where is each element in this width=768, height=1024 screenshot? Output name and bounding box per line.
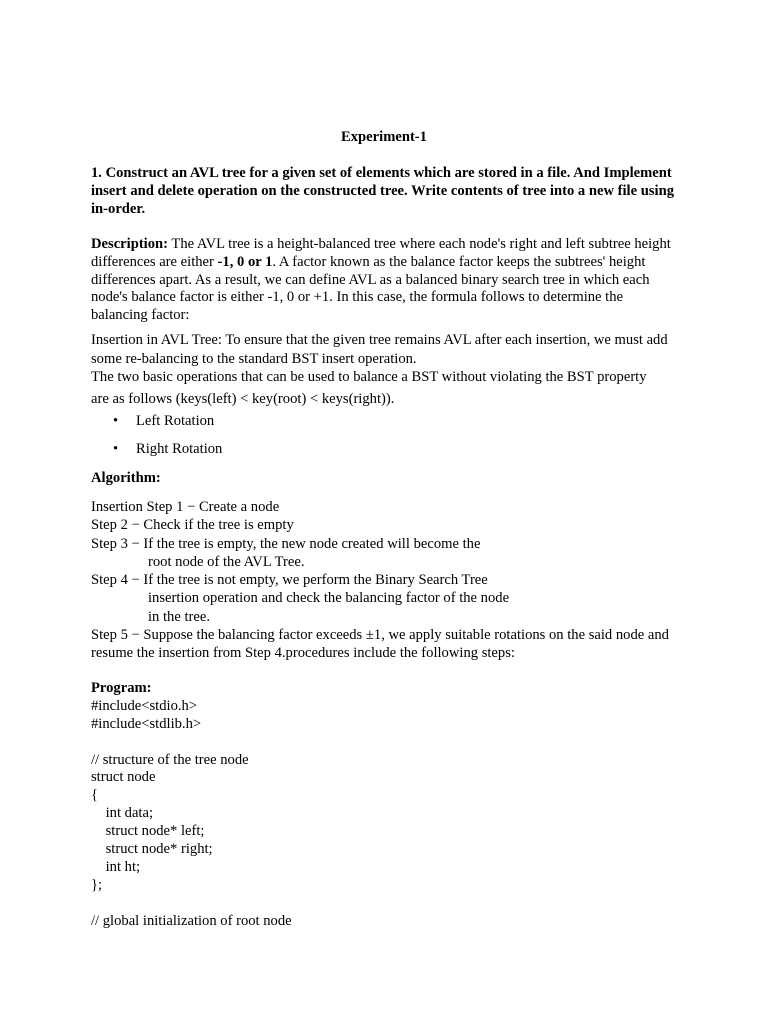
insertion-paragraph: Insertion in AVL Tree: To ensure that the given tree remains AVL after each insertion, we must add some re-balancing to the standard BST insert operation. <box>91 332 668 367</box>
code-line: struct node* left; <box>91 823 205 840</box>
operations-line-2: are as follows (keys(left) < key(root) < keys(right)). <box>91 391 395 407</box>
code-line: #include<stdlib.h> <box>91 715 202 732</box>
list-item <box>91 440 391 468</box>
algorithm-steps <box>91 498 691 626</box>
description-text-2: . A factor known as the balance factor keeps the subtrees' height differences apart. As a result, we can define AVL as a balanced binary search tree in which each node's balance factor is either -1, 0 or +1. In this case, the formula follows to determine the balancing factor: <box>91 253 650 324</box>
step-5-paragraph: Step 5 − Suppose the balancing factor exceeds ±1, we apply suitable rotations on the said node and resume the insertion from Step 4.procedures include the following steps: <box>91 627 669 661</box>
operations-line-1: The two basic operations that can be used to balance a BST without violating the BST property <box>91 369 647 385</box>
list-item-label: Right Rotation <box>136 441 223 457</box>
rotation-list <box>91 412 391 468</box>
balance-factor-values: -1, 0 or 1 <box>217 253 273 270</box>
code-line: struct node* right; <box>91 841 213 858</box>
code-line <box>91 895 691 913</box>
step-line: Insertion Step 1 − Create a node <box>91 499 280 515</box>
description-text-1: The AVL tree is a height-balanced tree where each node's right and left subtree height differences are either <box>91 236 671 270</box>
step-line: Step 3 − If the tree is empty, the new node created will become the <box>91 535 481 552</box>
code-line: int data; <box>91 805 154 822</box>
algorithm-heading: Algorithm: <box>91 470 161 486</box>
program-heading: Program: <box>91 680 152 696</box>
step-line: Step 2 − Check if the tree is empty <box>91 517 294 534</box>
list-item <box>91 412 391 440</box>
bullet-icon: • <box>113 413 119 429</box>
code-line: // structure of the tree node <box>91 751 249 768</box>
program-section <box>91 680 691 930</box>
code-line: }; <box>91 876 103 893</box>
step-line: in the tree. <box>148 608 210 625</box>
operations-paragraph <box>91 368 683 408</box>
page-title: Experiment-1 <box>341 129 427 145</box>
code-line: // global initialization of root node <box>91 912 292 929</box>
code-line: int ht; <box>91 858 141 875</box>
step-line: root node of the AVL Tree. <box>148 553 305 570</box>
description-label: Description: <box>91 236 169 252</box>
code-line: { <box>91 787 99 804</box>
code-line: struct node <box>91 769 156 786</box>
step-line: insertion operation and check the balancing factor of the node <box>148 590 510 607</box>
code-line: #include<stdio.h> <box>91 697 198 714</box>
bullet-icon: • <box>113 441 119 457</box>
experiment-question: 1. Construct an AVL tree for a given set of elements which are stored in a file. And Implement insert and delete operation on the constructed tree. Write contents of tree into a new file using in-order. <box>91 165 674 217</box>
code-line <box>91 734 691 752</box>
description-paragraph <box>91 236 683 325</box>
list-item-label: Left Rotation <box>136 413 215 429</box>
step-line: Step 4 − If the tree is not empty, we perform the Binary Search Tree <box>91 572 488 589</box>
